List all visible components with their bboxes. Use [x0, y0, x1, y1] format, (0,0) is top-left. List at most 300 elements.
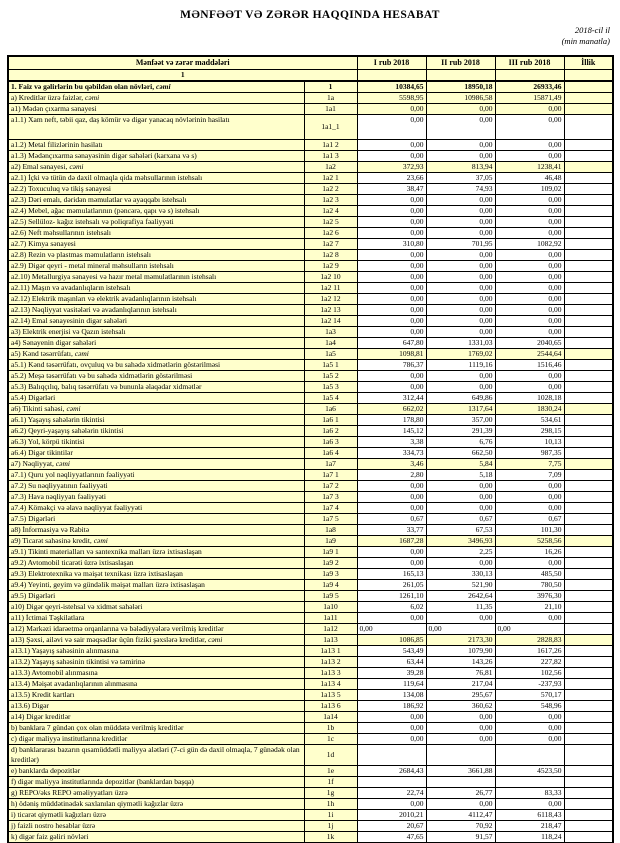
row-label-cell: f) digər maliyyə institutlarında depozitlər (banklardan başqa) — [8, 776, 304, 787]
value-q3-cell: 46,48 — [495, 172, 564, 183]
row-code-cell: 1g — [304, 787, 357, 798]
row-code-cell: 1a6 1 — [304, 414, 357, 425]
row-label-cell: a9) Ticarət sahəsinə kredit, cəmi — [8, 535, 304, 546]
row-code-cell: 1a6 4 — [304, 447, 357, 458]
row-code-cell: 1a1_1 — [304, 114, 357, 139]
row-label-cell: a2.10) Metallurgiya sənayesi və hazır metal məmulatlarının istehsalı — [8, 271, 304, 282]
table-row — [8, 809, 613, 820]
table-row — [8, 304, 613, 315]
value-annual-cell — [564, 161, 613, 172]
value-q2-cell: 2642,64 — [426, 590, 495, 601]
value-q3-cell: 0,00 — [495, 282, 564, 293]
row-label-cell: a2.13) Nəqliyyat vasitələri və avadanlıqlarının istehsalı — [8, 304, 304, 315]
value-q3-cell: 1516,46 — [495, 359, 564, 370]
row-label-cell: a7) Nəqliyyat, cəmi — [8, 458, 304, 469]
value-q3-cell: 2040,65 — [495, 337, 564, 348]
row-code-cell: 1a2 4 — [304, 205, 357, 216]
value-q2-cell: 5,18 — [426, 469, 495, 480]
table-row — [8, 612, 613, 623]
row-code-cell: 1a14 — [304, 711, 357, 722]
value-annual-cell — [564, 260, 613, 271]
value-q1-cell: 334,73 — [357, 447, 426, 458]
value-q2-cell: 0,00 — [426, 304, 495, 315]
row-code-cell: 1a2 8 — [304, 249, 357, 260]
value-annual-cell — [564, 678, 613, 689]
value-q1-cell: 261,05 — [357, 579, 426, 590]
value-q3-cell: 0,00 — [495, 139, 564, 150]
value-q3-cell: 6118,43 — [495, 809, 564, 820]
row-code-cell: 1a5 1 — [304, 359, 357, 370]
value-q2-cell: 521,90 — [426, 579, 495, 590]
value-q1-cell: 0,00 — [357, 370, 426, 381]
value-annual-cell — [564, 227, 613, 238]
value-q1-cell: 47,65 — [357, 831, 426, 843]
table-row — [8, 161, 613, 172]
row-label-cell: a6.4) Digər tikintilər — [8, 447, 304, 458]
row-label-cell: a1) Mədən çıxarma sənayesi — [8, 103, 304, 114]
row-code-cell: 1b — [304, 722, 357, 733]
row-label-cell: a2.11) Maşın və avadanlıqların istehsalı — [8, 282, 304, 293]
row-code-cell: 1a6 2 — [304, 425, 357, 436]
value-q2-cell: 217,04 — [426, 678, 495, 689]
row-label-cell: a14) Digər kreditlər — [8, 711, 304, 722]
pnl-table-body — [8, 81, 613, 843]
table-row — [8, 205, 613, 216]
table-row — [8, 425, 613, 436]
row-label-cell: a6.1) Yaşayış sahələrin tikintisi — [8, 414, 304, 425]
value-q2-cell: 0,00 — [426, 216, 495, 227]
row-code-cell: 1a13 — [304, 634, 357, 645]
table-row — [8, 403, 613, 414]
row-label-cell: a2.3) Dəri emalı, dəridən məmulatlar və ayaqqabı istehsalı — [8, 194, 304, 205]
row-label-cell: a13.2) Yaşayış sahəsinin tikintisi və təmirinə — [8, 656, 304, 667]
row-label-cell: a7.5) Digərləri — [8, 513, 304, 524]
value-q1-cell: 0,00 — [357, 103, 426, 114]
row-label-cell: a13.3) Avtomobil alınmasına — [8, 667, 304, 678]
value-annual-cell — [564, 480, 613, 491]
table-row — [8, 480, 613, 491]
row-code-cell: 1a8 — [304, 524, 357, 535]
row-label-cell: a9.2) Avtomobil ticarəti üzrə ixtisaslaşan — [8, 557, 304, 568]
row-label-cell: a3) Elektrik enerjisi və Qazın istehsalı — [8, 326, 304, 337]
table-row — [8, 81, 613, 93]
value-annual-cell — [564, 293, 613, 304]
value-q3-cell: 0,00 — [495, 370, 564, 381]
row-code-cell: 1d — [304, 744, 357, 765]
value-q1-cell: 0,00 — [357, 260, 426, 271]
row-label-cell: 1. Faiz və gəlirlərin bu qəbildən olan növləri, cəmi — [8, 81, 304, 93]
value-q1-cell: 0,00 — [357, 271, 426, 282]
table-row — [8, 92, 613, 103]
value-q2-cell: 0,00 — [426, 315, 495, 326]
value-q3-cell: 1238,41 — [495, 161, 564, 172]
table-row — [8, 798, 613, 809]
value-annual-cell — [564, 656, 613, 667]
table-row — [8, 568, 613, 579]
table-row — [8, 414, 613, 425]
value-annual-cell — [564, 271, 613, 282]
table-row — [8, 227, 613, 238]
value-q2-cell: 295,67 — [426, 689, 495, 700]
value-annual-cell — [564, 524, 613, 535]
row-code-cell: 1a11 — [304, 612, 357, 623]
value-annual-cell — [564, 645, 613, 656]
value-annual-cell — [564, 81, 613, 93]
value-q1-cell: 0,00 — [357, 623, 426, 634]
value-annual-cell — [564, 700, 613, 711]
value-annual-cell — [564, 535, 613, 546]
table-row — [8, 216, 613, 227]
table-row — [8, 765, 613, 776]
row-code-cell: 1a2 — [304, 161, 357, 172]
value-annual-cell — [564, 282, 613, 293]
value-q1-cell: 0,00 — [357, 326, 426, 337]
row-label-cell: a5.2) Meşə təsərrüfatı və bu sahədə xidmətlərin göstərilməsi — [8, 370, 304, 381]
value-q1-cell: 3,38 — [357, 436, 426, 447]
value-annual-cell — [564, 733, 613, 744]
row-label-cell: c) digər maliyyə institutlarına kreditlər — [8, 733, 304, 744]
value-q2-cell: 330,13 — [426, 568, 495, 579]
row-code-cell: 1a9 3 — [304, 568, 357, 579]
value-q3-cell: 7,09 — [495, 469, 564, 480]
row-code-cell: 1a2 14 — [304, 315, 357, 326]
value-annual-cell — [564, 568, 613, 579]
value-q3-cell: 0,00 — [495, 502, 564, 513]
row-code-cell: 1k — [304, 831, 357, 843]
table-row — [8, 579, 613, 590]
value-annual-cell — [564, 831, 613, 843]
row-label-cell: a2.8) Rezin və plastmas məmulatların istehsalı — [8, 249, 304, 260]
value-q3-cell: 218,47 — [495, 820, 564, 831]
table-row — [8, 194, 613, 205]
row-code-cell: 1a2 6 — [304, 227, 357, 238]
header-q3: III rub 2018 — [495, 56, 564, 69]
row-code-cell: 1a13 1 — [304, 645, 357, 656]
value-annual-cell — [564, 623, 613, 634]
value-annual-cell — [564, 787, 613, 798]
row-code-cell: 1a2 1 — [304, 172, 357, 183]
table-row — [8, 183, 613, 194]
value-q2-cell: 0,00 — [426, 114, 495, 139]
value-q3-cell: 3976,30 — [495, 590, 564, 601]
row-label-cell: a7.3) Hava nəqliyyatı fəaliyyəti — [8, 491, 304, 502]
value-q3-cell: 0,00 — [495, 491, 564, 502]
row-code-cell: 1a2 13 — [304, 304, 357, 315]
table-row — [8, 150, 613, 161]
value-q3-cell: 987,35 — [495, 447, 564, 458]
value-q3-cell: 0,00 — [495, 293, 564, 304]
row-code-cell: 1j — [304, 820, 357, 831]
value-q3-cell: 15871,49 — [495, 92, 564, 103]
value-q3-cell: 1028,18 — [495, 392, 564, 403]
value-q1-cell: 0,00 — [357, 114, 426, 139]
value-q3-cell: 0,00 — [495, 798, 564, 809]
value-q1-cell: 0,00 — [357, 216, 426, 227]
value-q2-cell: 1317,64 — [426, 403, 495, 414]
value-q3-cell: 7,75 — [495, 458, 564, 469]
value-q1-cell: 2684,43 — [357, 765, 426, 776]
value-q1-cell: 0,00 — [357, 798, 426, 809]
row-label-cell: a2.6) Neft məhsullarının istehsalı — [8, 227, 304, 238]
value-annual-cell — [564, 337, 613, 348]
row-label-cell: a) Kreditlər üzrə faizlər, cəmi — [8, 92, 304, 103]
row-code-cell: 1f — [304, 776, 357, 787]
value-q2-cell: 3661,88 — [426, 765, 495, 776]
value-q3-cell: 0,00 — [495, 623, 564, 634]
value-annual-cell — [564, 579, 613, 590]
value-q1-cell: 39,28 — [357, 667, 426, 678]
row-code-cell: 1a5 2 — [304, 370, 357, 381]
value-q1-cell: 0,00 — [357, 150, 426, 161]
value-q2-cell: 291,39 — [426, 425, 495, 436]
value-q2-cell: 76,81 — [426, 667, 495, 678]
value-q3-cell: 0,00 — [495, 271, 564, 282]
table-row — [8, 700, 613, 711]
table-row — [8, 601, 613, 612]
value-q3-cell: 1617,26 — [495, 645, 564, 656]
row-label-cell: a2.5) Sellüloz- kağız istehsalı və poliqrafiya fəaliyyəti — [8, 216, 304, 227]
row-code-cell: 1a12 — [304, 623, 357, 634]
value-annual-cell — [564, 513, 613, 524]
value-annual-cell — [564, 403, 613, 414]
value-annual-cell — [564, 557, 613, 568]
row-label-cell: a2) Emal sənayesi, cəmi — [8, 161, 304, 172]
value-q2-cell: 1119,16 — [426, 359, 495, 370]
value-q3-cell: 0,00 — [495, 381, 564, 392]
value-q3-cell: 0,00 — [495, 557, 564, 568]
row-code-cell: 1a7 2 — [304, 480, 357, 491]
table-row — [8, 114, 613, 139]
table-row — [8, 359, 613, 370]
value-q2-cell: 0,00 — [426, 798, 495, 809]
value-q3-cell: 548,96 — [495, 700, 564, 711]
value-annual-cell — [564, 392, 613, 403]
table-row — [8, 557, 613, 568]
table-header-row — [8, 56, 613, 69]
value-annual-cell — [564, 689, 613, 700]
row-label-cell: a2.7) Kimya sənayesi — [8, 238, 304, 249]
value-q3-cell: 0,00 — [495, 711, 564, 722]
row-code-cell: 1a7 3 — [304, 491, 357, 502]
value-q1-cell: 0,00 — [357, 139, 426, 150]
value-annual-cell — [564, 798, 613, 809]
table-row — [8, 744, 613, 765]
value-q2-cell: 18950,18 — [426, 81, 495, 93]
table-row — [8, 469, 613, 480]
table-row — [8, 282, 613, 293]
table-row — [8, 820, 613, 831]
value-q2-cell: 67,53 — [426, 524, 495, 535]
row-label-cell: a10) Digər qeyri-istehsal və xidmət sahələri — [8, 601, 304, 612]
row-label-cell: a9.5) Digərləri — [8, 590, 304, 601]
row-label-cell: e) banklarda depozitlər — [8, 765, 304, 776]
value-q2-cell: 701,95 — [426, 238, 495, 249]
value-annual-cell — [564, 139, 613, 150]
value-q2-cell: 0,00 — [426, 557, 495, 568]
value-q3-cell: 0,00 — [495, 205, 564, 216]
row-code-cell: 1a10 — [304, 601, 357, 612]
value-q1-cell: 5598,95 — [357, 92, 426, 103]
value-annual-cell — [564, 92, 613, 103]
row-label-cell: a13.1) Yaşayış sahəsinin alınmasına — [8, 645, 304, 656]
row-label-cell: a2.2) Toxuculuq və tikiş sənayesi — [8, 183, 304, 194]
value-q2-cell: 2173,30 — [426, 634, 495, 645]
value-q3-cell: 298,15 — [495, 425, 564, 436]
value-q3-cell: 0,00 — [495, 480, 564, 491]
table-row — [8, 370, 613, 381]
value-q1-cell: 1687,28 — [357, 535, 426, 546]
value-q2-cell: 0,00 — [426, 293, 495, 304]
value-q1-cell — [357, 744, 426, 765]
row-label-cell: a8) İnformasiya və Rabitə — [8, 524, 304, 535]
value-q2-cell: 0,00 — [426, 480, 495, 491]
row-label-cell: a13.4) Məişət avadanlıqlarının alınmasına — [8, 678, 304, 689]
value-annual-cell — [564, 469, 613, 480]
value-q2-cell: 70,92 — [426, 820, 495, 831]
row-code-cell: 1a — [304, 92, 357, 103]
value-q1-cell: 1261,10 — [357, 590, 426, 601]
row-label-cell: a9.1) Tikinti materialları və santexnika malları üzrə ixtisaslaşan — [8, 546, 304, 557]
value-annual-cell — [564, 776, 613, 787]
row-code-cell: 1e — [304, 765, 357, 776]
value-annual-cell — [564, 359, 613, 370]
value-q2-cell: 1079,90 — [426, 645, 495, 656]
value-annual-cell — [564, 458, 613, 469]
value-annual-cell — [564, 425, 613, 436]
value-q1-cell: 0,00 — [357, 315, 426, 326]
row-code-cell: 1a13 4 — [304, 678, 357, 689]
value-q1-cell: 312,44 — [357, 392, 426, 403]
value-q1-cell: 310,80 — [357, 238, 426, 249]
row-label-cell: a1.3) Mədənçıxarma sənayəsinin digər sahələri (karxana və s) — [8, 150, 304, 161]
value-q2-cell: 26,77 — [426, 787, 495, 798]
value-q2-cell: 91,57 — [426, 831, 495, 843]
value-q2-cell: 357,00 — [426, 414, 495, 425]
value-q2-cell: 1331,03 — [426, 337, 495, 348]
row-code-cell: 1a2 5 — [304, 216, 357, 227]
value-q2-cell: 0,00 — [426, 381, 495, 392]
table-row — [8, 623, 613, 634]
row-code-cell: 1a5 — [304, 348, 357, 359]
row-label-cell: g) REPO/əks REPO əməliyyatları üzrə — [8, 787, 304, 798]
table-row — [8, 689, 613, 700]
table-row — [8, 293, 613, 304]
value-q3-cell: -237,93 — [495, 678, 564, 689]
value-q2-cell: 2,25 — [426, 546, 495, 557]
value-q2-cell: 662,50 — [426, 447, 495, 458]
value-q3-cell: 10,13 — [495, 436, 564, 447]
table-row — [8, 260, 613, 271]
table-row — [8, 392, 613, 403]
value-q2-cell: 0,00 — [426, 711, 495, 722]
table-row — [8, 172, 613, 183]
value-q3-cell: 0,00 — [495, 733, 564, 744]
value-q3-cell: 227,82 — [495, 656, 564, 667]
table-row — [8, 634, 613, 645]
value-q3-cell: 109,02 — [495, 183, 564, 194]
value-q1-cell: 543,49 — [357, 645, 426, 656]
value-annual-cell — [564, 447, 613, 458]
header-q1-empty — [357, 69, 426, 81]
row-label-cell: a2.14) Emal sənayesinin digər sahələri — [8, 315, 304, 326]
row-code-cell: 1a7 4 — [304, 502, 357, 513]
value-annual-cell — [564, 722, 613, 733]
value-q2-cell: 0,00 — [426, 326, 495, 337]
value-annual-cell — [564, 414, 613, 425]
value-q2-cell: 0,00 — [426, 733, 495, 744]
value-q2-cell: 0,00 — [426, 139, 495, 150]
row-code-cell: 1i — [304, 809, 357, 820]
page-title: MƏNFƏƏT VƏ ZƏRƏR HAQQINDA HESABAT — [180, 9, 440, 21]
value-q2-cell: 0,00 — [426, 260, 495, 271]
value-q1-cell: 178,80 — [357, 414, 426, 425]
row-label-cell: a12) Mərkəzi idarəetmə orqanlarına və bələdiyyələrə verilmiş kreditlər — [8, 623, 304, 634]
row-label-cell: a1.2) Metal filizlərinin hasilatı — [8, 139, 304, 150]
table-row — [8, 546, 613, 557]
value-annual-cell — [564, 205, 613, 216]
value-q2-cell: 0,00 — [426, 612, 495, 623]
value-q2-cell: 813,94 — [426, 161, 495, 172]
value-q1-cell: 6,02 — [357, 601, 426, 612]
value-q3-cell: 0,67 — [495, 513, 564, 524]
row-code-cell: 1a9 2 — [304, 557, 357, 568]
row-label-cell: a5.1) Kənd təsərrüfatı, ovçuluq və bu sahədə xidmətlərin göstərilməsi — [8, 359, 304, 370]
row-label-cell: h) ödəniş müddətinədək saxlanılan qiymətli kağızlar üzrə — [8, 798, 304, 809]
value-q2-cell: 0,00 — [426, 150, 495, 161]
value-q2-cell: 0,00 — [426, 227, 495, 238]
value-q1-cell: 0,00 — [357, 557, 426, 568]
value-annual-cell — [564, 634, 613, 645]
row-label-cell: a9.3) Elektrotexnika və məişət texnikası üzrə ixtisaslaşan — [8, 568, 304, 579]
row-code-cell: 1a1 3 — [304, 150, 357, 161]
row-label-cell: a6) Tikinti sahəsi, cəmi — [8, 403, 304, 414]
row-code-cell: 1a2 2 — [304, 183, 357, 194]
value-q1-cell: 0,00 — [357, 612, 426, 623]
value-q1-cell: 134,08 — [357, 689, 426, 700]
value-q3-cell: 0,00 — [495, 612, 564, 623]
row-label-cell: a5.4) Digərləri — [8, 392, 304, 403]
value-q1-cell: 63,44 — [357, 656, 426, 667]
value-q1-cell: 1086,85 — [357, 634, 426, 645]
row-code-cell: 1a2 12 — [304, 293, 357, 304]
value-q1-cell: 38,47 — [357, 183, 426, 194]
value-annual-cell — [564, 765, 613, 776]
value-q1-cell: 0,00 — [357, 293, 426, 304]
value-q2-cell: 5,84 — [426, 458, 495, 469]
value-annual-cell — [564, 502, 613, 513]
value-q3-cell: 2544,64 — [495, 348, 564, 359]
value-annual-cell — [564, 150, 613, 161]
table-row — [8, 722, 613, 733]
value-q2-cell: 11,35 — [426, 601, 495, 612]
value-q1-cell: 0,00 — [357, 194, 426, 205]
value-q2-cell: 143,26 — [426, 656, 495, 667]
value-q3-cell: 0,00 — [495, 260, 564, 271]
value-q2-cell: 360,62 — [426, 700, 495, 711]
value-q3-cell: 0,00 — [495, 114, 564, 139]
value-q3-cell: 0,00 — [495, 326, 564, 337]
row-code-cell: 1a4 — [304, 337, 357, 348]
value-annual-cell — [564, 172, 613, 183]
table-row — [8, 103, 613, 114]
value-q2-cell: 0,00 — [426, 271, 495, 282]
header-q2-empty — [426, 69, 495, 81]
row-label-cell: a2.4) Mebel, ağac məmulatlarının (pəncərə, qapı və s) istehsalı — [8, 205, 304, 216]
value-q2-cell — [426, 744, 495, 765]
value-q2-cell: 0,00 — [426, 623, 495, 634]
header-annual-empty — [564, 69, 613, 81]
value-q1-cell: 20,67 — [357, 820, 426, 831]
